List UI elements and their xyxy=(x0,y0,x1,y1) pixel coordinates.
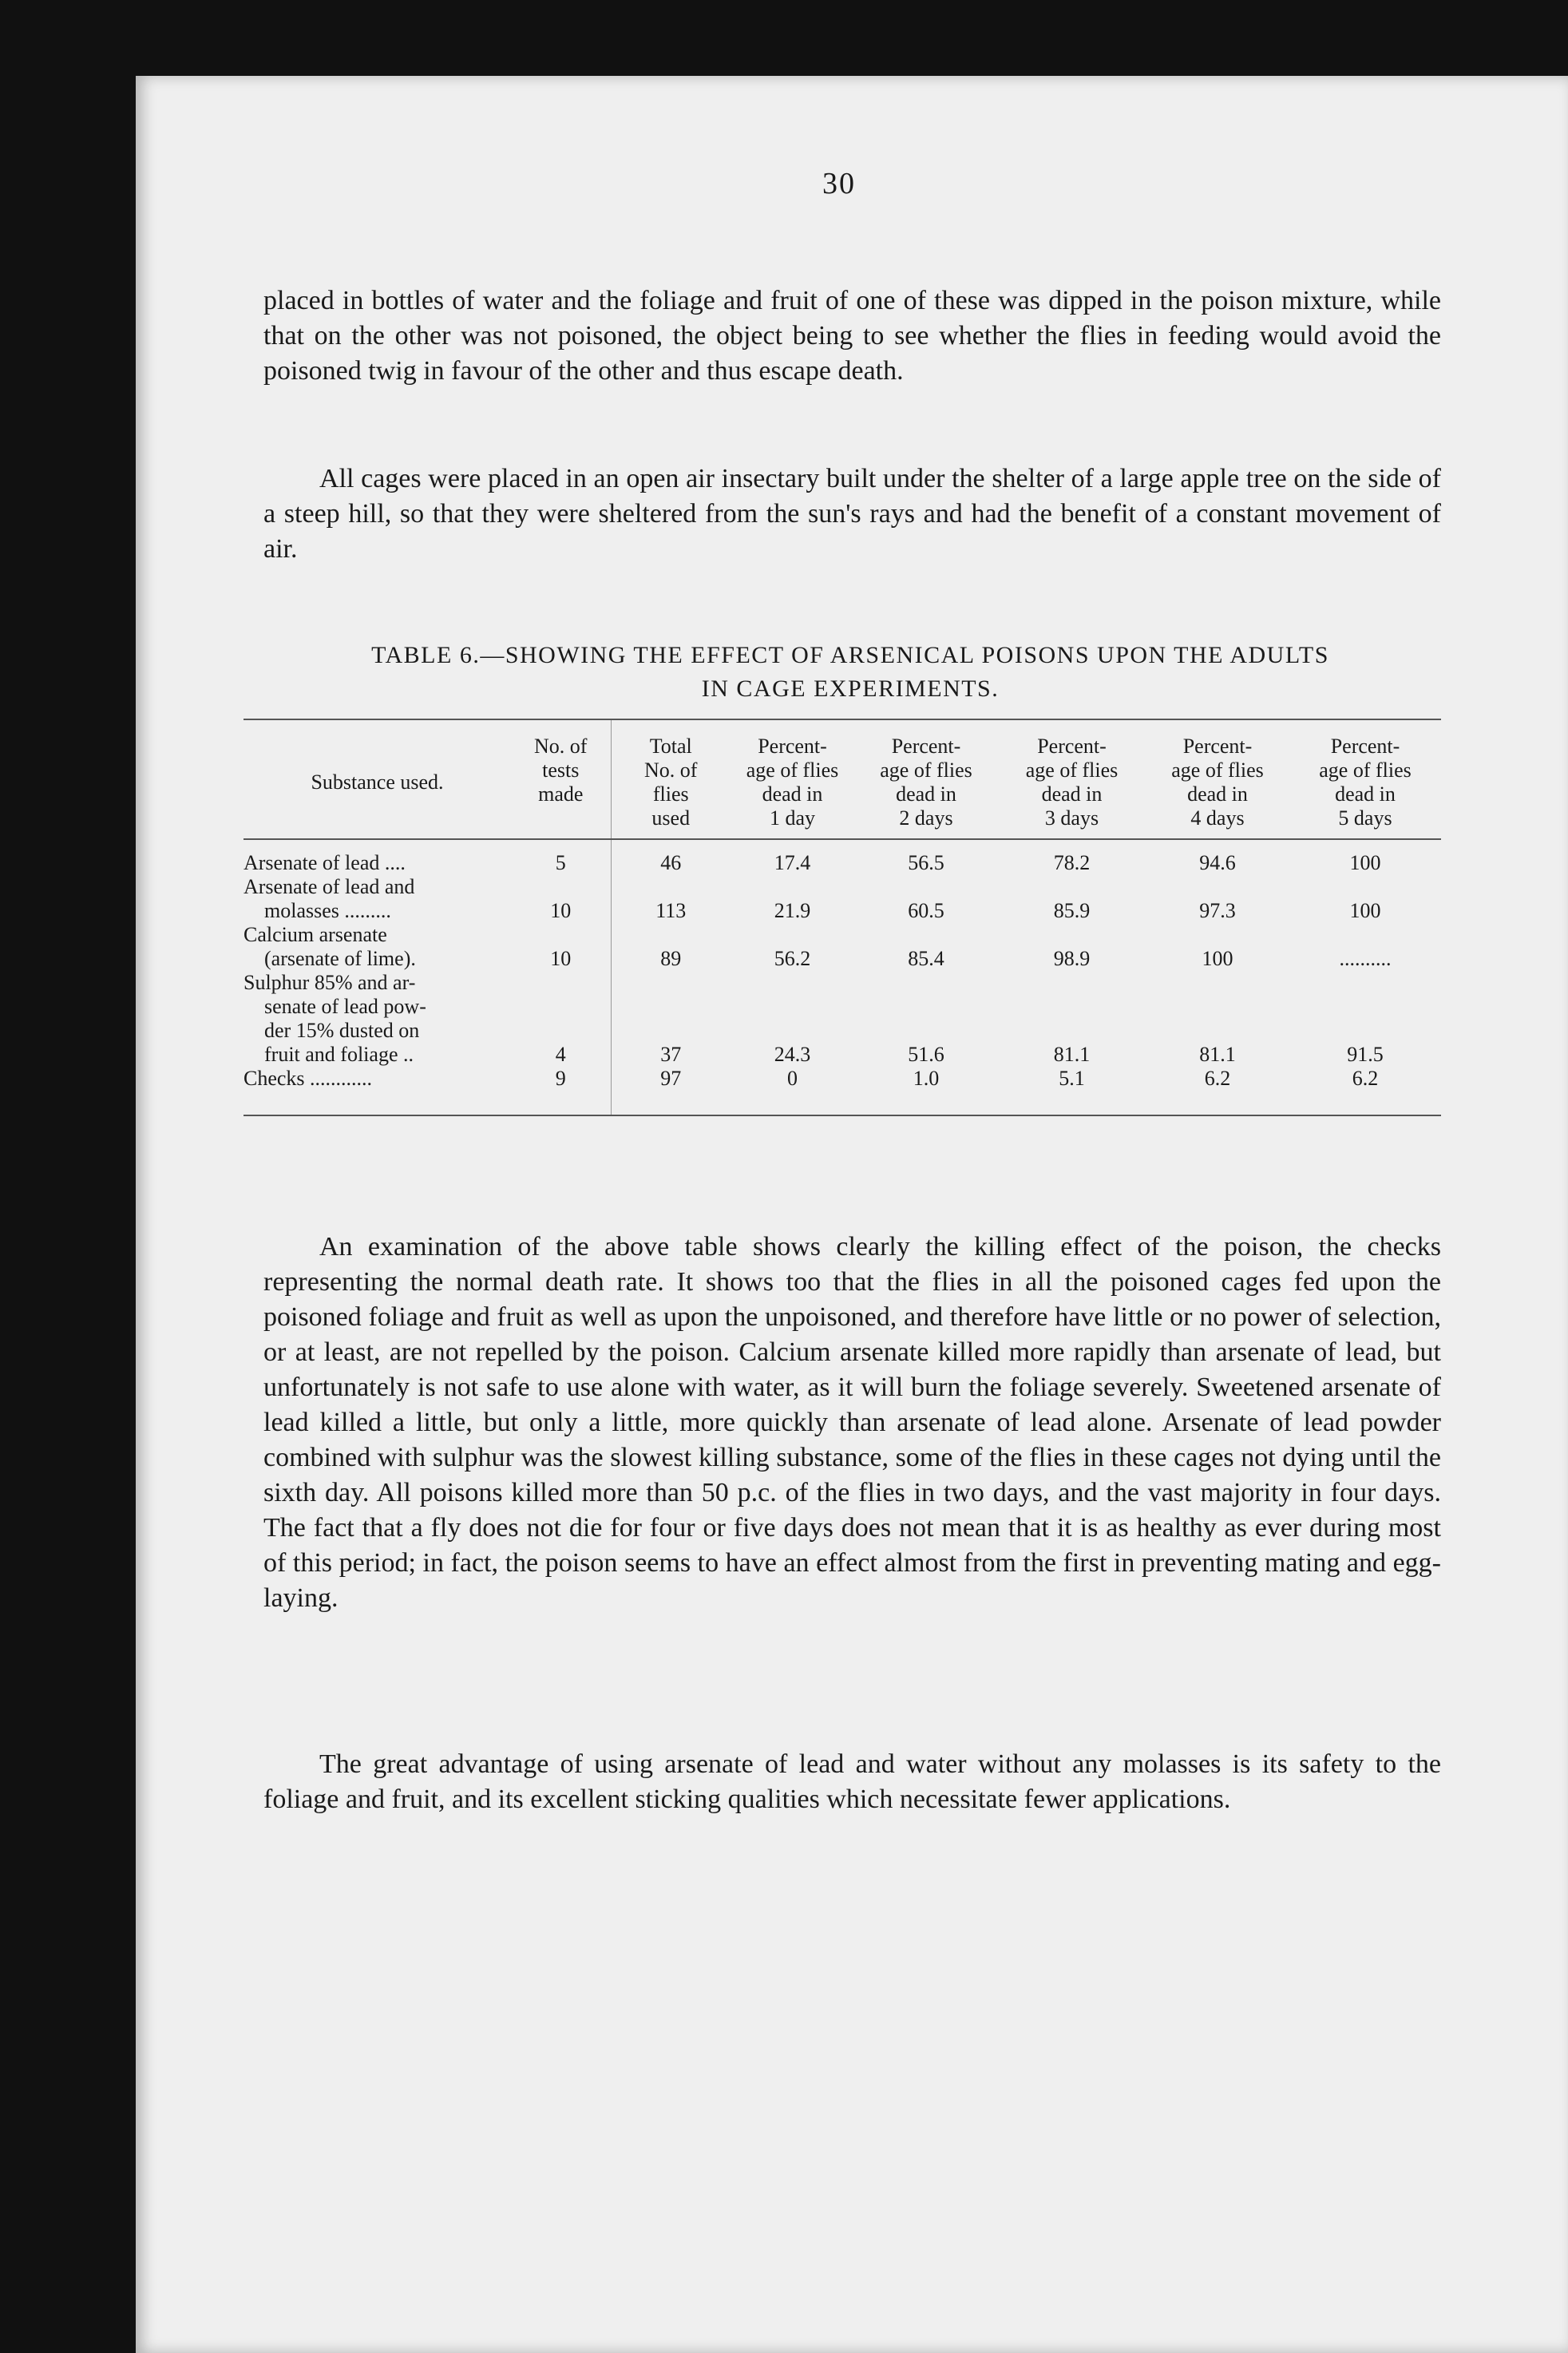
day5-value: 91.5 xyxy=(1347,1043,1384,1066)
day4-value: 81.1 xyxy=(1199,1043,1236,1066)
day4-cell: 94.6 xyxy=(1199,851,1236,874)
tests-value: 10 xyxy=(550,947,572,970)
day4-value: 100 xyxy=(1202,947,1233,970)
day3-cell: 5.1 xyxy=(1059,1067,1085,1090)
header-day5: Percent- age of flies dead in 5 days xyxy=(1289,720,1441,839)
page-number: 30 xyxy=(822,167,856,200)
substance-cell xyxy=(244,875,511,923)
table-row xyxy=(244,971,1441,1067)
table-caption-line-2: IN CAGE EXPERIMENTS. xyxy=(701,675,1000,702)
total-value: 37 xyxy=(660,1043,682,1066)
day5-cell xyxy=(1289,971,1441,1067)
substance-cell xyxy=(244,1067,511,1115)
day3-value: 98.9 xyxy=(1053,947,1091,970)
substance-label: Calcium arsenate xyxy=(244,923,387,946)
day2-cell: 1.0 xyxy=(913,1067,940,1090)
day5-cell: 6.2 xyxy=(1352,1067,1379,1090)
paragraph-4: The great advantage of using arsenate of lead and water without any molasses is its safety to the foliage and fruit, and its excellent sticking qualities which necessitate fewer applications. xyxy=(263,1749,1441,1814)
day2-cell xyxy=(854,971,998,1067)
table-row xyxy=(244,839,1441,875)
paragraph-1: placed in bottles of water and the foliage and fruit of one of these was dipped in the poison mixture, while that on the other was not poisoned, the object being to see whether the flies in feeding would avoid the poisoned twig in favour of the other and thus escape death. xyxy=(263,286,1441,386)
day1-cell xyxy=(731,923,854,971)
day1-cell: 17.4 xyxy=(774,851,811,874)
substance-label: Arsenate of lead .... xyxy=(244,851,406,874)
day4-value: 97.3 xyxy=(1199,899,1236,922)
day5-value: .......... xyxy=(1339,947,1392,970)
header-day3: Percent- age of flies dead in 3 days xyxy=(998,720,1146,839)
substance-label-cont: molasses ......... xyxy=(264,899,391,922)
paragraph-2: All cages were placed in an open air insectary built under the shelter of a large apple tree on the side of a steep hill, so that they were sheltered from the sun's rays and had the benefit of a constant movement of air. xyxy=(263,464,1441,564)
header-tests: No. of tests made xyxy=(511,720,611,839)
table-header-row xyxy=(244,720,1441,839)
total-value: 89 xyxy=(660,947,682,970)
table-caption-line-1: TABLE 6.—SHOWING THE EFFECT OF ARSENICAL POISONS UPON THE ADULTS xyxy=(371,642,1329,668)
total-value: 113 xyxy=(655,899,687,922)
table-caption xyxy=(255,639,1445,706)
day1-cell: 0 xyxy=(787,1067,798,1090)
day1-cell xyxy=(731,875,854,923)
data-table xyxy=(244,720,1441,1115)
day3-cell xyxy=(998,923,1146,971)
substance-label: Checks ............ xyxy=(244,1067,373,1090)
tests-cell: 5 xyxy=(555,851,566,874)
day2-cell xyxy=(854,923,998,971)
document-page xyxy=(136,76,1568,2353)
day2-value: 51.6 xyxy=(908,1043,944,1066)
day3-value: 81.1 xyxy=(1053,1043,1091,1066)
substance-cell xyxy=(244,971,511,1067)
table-row xyxy=(244,875,1441,923)
substance-cell xyxy=(244,923,511,971)
day2-cell xyxy=(854,875,998,923)
day2-value: 60.5 xyxy=(908,899,944,922)
header-day2: Percent- age of flies dead in 2 days xyxy=(854,720,998,839)
substance-label: Arsenate of lead and xyxy=(244,875,415,898)
day5-cell xyxy=(1289,923,1441,971)
tests-value: 10 xyxy=(550,899,572,922)
table-row xyxy=(244,923,1441,971)
tests-value: 4 xyxy=(555,1043,566,1066)
header-day1: Percent- age of flies dead in 1 day xyxy=(731,720,854,839)
day3-cell xyxy=(998,875,1146,923)
day1-value: 21.9 xyxy=(774,899,811,922)
tests-cell: 9 xyxy=(555,1067,566,1090)
header-substance: Substance used. xyxy=(244,720,511,839)
data-table-wrapper xyxy=(244,719,1441,1116)
day1-value: 56.2 xyxy=(774,947,811,970)
total-cell xyxy=(611,875,731,923)
substance-label-cont: senate of lead pow- der 15% dusted on fruit and foliage .. xyxy=(264,995,426,1066)
day2-cell: 56.5 xyxy=(908,851,944,874)
header-day4: Percent- age of flies dead in 4 days xyxy=(1146,720,1289,839)
tests-cell xyxy=(511,875,611,923)
day5-cell xyxy=(1289,875,1441,923)
substance-cell xyxy=(244,839,511,875)
table-row xyxy=(244,1067,1441,1115)
total-cell: 97 xyxy=(611,1067,731,1115)
day2-value: 85.4 xyxy=(908,947,944,970)
day5-value: 100 xyxy=(1349,899,1381,922)
total-cell xyxy=(611,971,731,1067)
day4-cell xyxy=(1146,923,1289,971)
day4-cell: 6.2 xyxy=(1204,1067,1231,1090)
day4-cell xyxy=(1146,875,1289,923)
day1-value: 24.3 xyxy=(774,1043,811,1066)
day3-value: 85.9 xyxy=(1053,899,1091,922)
table-bottom-rule xyxy=(244,1115,1441,1116)
total-cell xyxy=(611,923,731,971)
day5-cell: 100 xyxy=(1349,851,1381,874)
substance-label-cont: (arsenate of lime). xyxy=(264,947,416,970)
header-total: Total No. of flies used xyxy=(611,720,731,839)
day3-cell: 78.2 xyxy=(1053,851,1091,874)
total-cell: 46 xyxy=(611,839,731,875)
day3-cell xyxy=(998,971,1146,1067)
substance-label: Sulphur 85% and ar- xyxy=(244,971,416,994)
tests-cell xyxy=(511,971,611,1067)
tests-cell xyxy=(511,923,611,971)
day1-cell xyxy=(731,971,854,1067)
paragraph-3: An examination of the above table shows clearly the killing effect of the poison, the checks representing the normal death rate. It shows too that the flies in all the poisoned cages fed upon the poisoned foliage and fruit as well as upon the unpoisoned, and therefore have little or no power of selection, or at least, are not repelled by the poison. Calcium arsenate killed more rapidly than arsenate of lead, but unfortunately is not safe to use alone with water, as it will burn the foliage severely. Sweetened arsenate of lead killed a little, but only a little, more quickly than arsenate of lead alone. Arsenate of lead powder combined with sulphur was the slowest killing substance, some of the flies in these cages not dying until the sixth day. All poisons killed more than 50 p.c. of the flies in two days, and the vast majority in four days. The fact that a fly does not die for four or five days does not mean that it is as healthy as ever during most of this period; in fact, the poison seems to have an effect almost from the first in preventing mating and egg-laying. xyxy=(263,1232,1441,1613)
day4-cell xyxy=(1146,971,1289,1067)
